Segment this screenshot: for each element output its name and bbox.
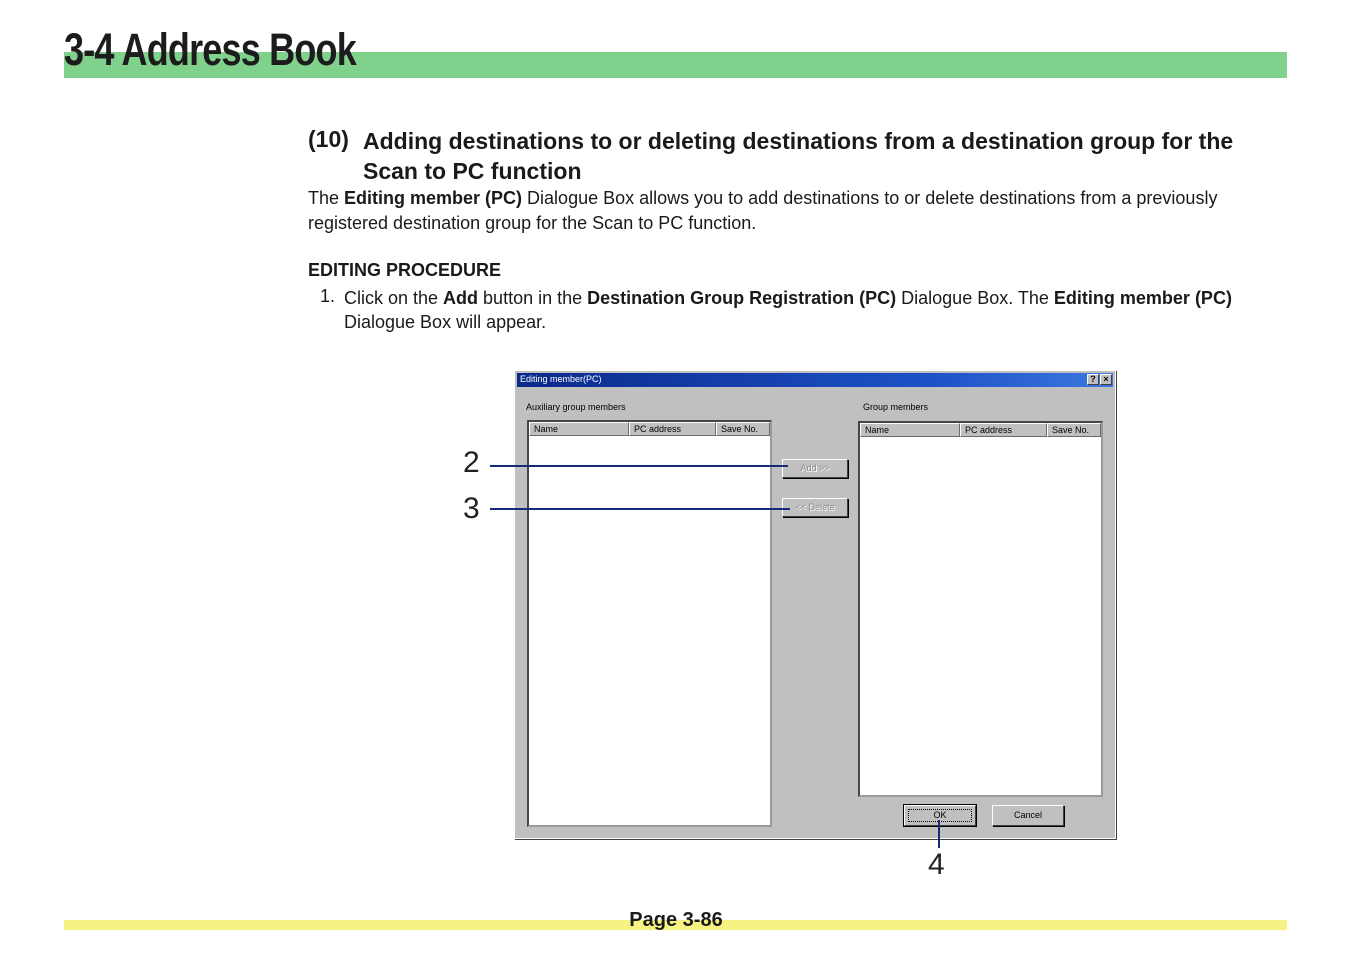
intro-paragraph [308,186,1268,236]
auxiliary-members-list[interactable] [527,420,772,827]
page-number-label: Page 3-86 [629,909,723,931]
add-button[interactable]: Add >> [782,459,848,478]
aux-col-save-no[interactable]: Save No. [716,422,770,436]
step-text-2: button in the [478,288,588,308]
section-title: Adding destinations to or deleting destinations from a destination group for the Scan to PC function [363,128,1234,184]
intro-bold-1: Editing member (PC) [344,188,523,208]
step-text-4: Dialogue Box will appear. [344,312,547,332]
section-number: (10) [308,126,349,152]
step-bold-2: Destination Group Registration (PC) [587,288,897,308]
step-text-1: Click on the [344,288,444,308]
group-col-save-no[interactable]: Save No. [1047,423,1101,437]
group-members-list[interactable] [858,421,1103,797]
cancel-button[interactable]: Cancel [992,805,1064,826]
step-number: 1. [320,286,336,306]
intro-text-2: Dialogue Box allows you to add destinations to or delete destinations from a previously registered destination group for the Scan to PC function. [308,188,1218,233]
dialog-title: Editing member(PC) [520,374,602,384]
group-members-label: Group members [863,402,929,412]
callout-2: 2 [463,446,480,479]
page-title: 3-4 Address Book [64,24,356,75]
callout-3: 3 [463,492,480,525]
step-text [344,286,1274,334]
callout-4: 4 [928,848,945,881]
callout-2-line [490,465,788,467]
ok-button[interactable] [904,805,976,826]
page-number [0,909,1352,932]
step-bold-3: Editing member (PC) [1053,288,1232,308]
dialog-titlebar[interactable] [517,373,1113,387]
aux-col-pc-address[interactable]: PC address [629,422,716,436]
procedure-heading: EDITING PROCEDURE [308,260,502,280]
callout-3-line [490,508,790,510]
group-col-name[interactable]: Name [860,423,960,437]
close-button[interactable]: × [1100,374,1112,385]
group-col-pc-address[interactable]: PC address [960,423,1047,437]
help-button[interactable]: ? [1087,374,1099,385]
group-list-header [860,423,1101,437]
step-text-3: Dialogue Box. The [896,288,1054,308]
step-bold-1: Add [443,288,479,308]
delete-button[interactable]: << Delete [782,498,848,517]
editing-member-dialog [514,370,1116,839]
ok-focus-rect [908,809,972,822]
intro-text-1: The [308,188,345,208]
ok-label: OK [933,810,947,820]
aux-col-name[interactable]: Name [529,422,629,436]
auxiliary-group-label: Auxiliary group members [526,402,626,412]
callout-4-line [938,820,940,848]
aux-list-header [529,422,770,436]
